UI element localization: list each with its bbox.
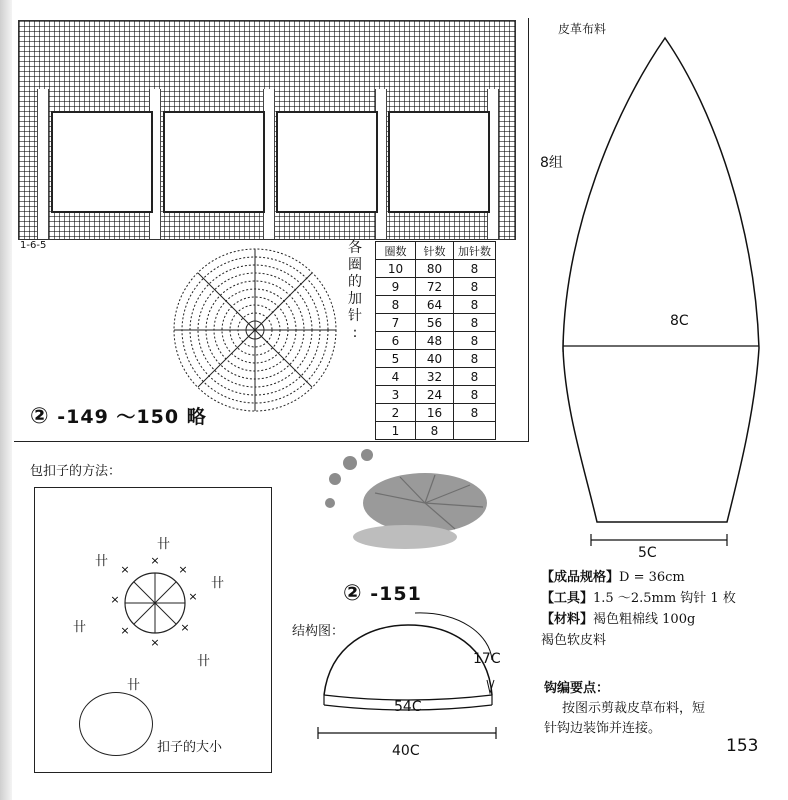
table-row: 9 72 8: [376, 278, 496, 296]
width-label: 40C: [392, 743, 420, 759]
svg-text:×: ×: [180, 621, 190, 634]
button-method-box: [34, 487, 272, 773]
circumference-label: 54C: [394, 699, 422, 715]
frame-bottom-line: [14, 441, 529, 442]
svg-text:×: ×: [120, 624, 130, 637]
motif-window: [388, 111, 490, 213]
button-method-title: 包扣子的方法：: [30, 464, 122, 479]
table-row: 1 8: [376, 422, 496, 440]
materials-value: 褐色粗棉线 100g: [593, 612, 696, 627]
table-header-row: [376, 242, 496, 260]
table-row: 4 32 8: [376, 368, 496, 386]
stitch-symbol: 卄: [95, 554, 109, 569]
tools-value: 1.5 ～2.5mm 钩针 1 枚: [593, 591, 736, 606]
table-row: 8 64 8: [376, 296, 496, 314]
button-size-label: 扣子的大小: [157, 740, 223, 755]
svg-text:×: ×: [150, 554, 160, 567]
leather-width-label: 8C: [670, 313, 689, 329]
table-row: 6 48 8: [376, 332, 496, 350]
section-149-text: -149 ～150 略: [57, 406, 207, 428]
materials-value-2: 褐色软皮料: [541, 633, 607, 648]
table-row: 5 40 8: [376, 350, 496, 368]
frame-right-line: [528, 18, 529, 442]
page-binding-shadow: [0, 0, 12, 800]
structure-label: 结构图：: [292, 624, 345, 639]
points-text-1: 按图示剪裁皮草布料，短: [562, 701, 706, 716]
stitch-symbol: 卄: [211, 576, 225, 591]
hat-structure-diagram: [310, 605, 510, 755]
specs-block: [541, 567, 781, 651]
motif-window: [276, 111, 378, 213]
leather-base-label: 5C: [638, 545, 657, 561]
circled-number: ②: [30, 404, 50, 429]
grid-gap-column: [37, 89, 49, 239]
section-151-number: -151: [370, 583, 422, 605]
stitch-symbol: 卄: [73, 620, 87, 635]
size-value: D = 36cm: [619, 570, 685, 585]
table-row: 3 24 8: [376, 386, 496, 404]
section-149-title: [30, 402, 207, 429]
circled-number: ②: [343, 581, 363, 606]
leather-petal-pattern: [555, 30, 765, 560]
table-header: 针数: [416, 242, 454, 260]
round-stitch-chart: [165, 240, 345, 420]
chart-code: 1-6-5: [20, 240, 47, 251]
table-header: 加针数: [454, 242, 496, 260]
svg-text:×: ×: [120, 563, 130, 576]
stitch-symbol: 卄: [127, 678, 141, 693]
button-size-circle: [79, 692, 153, 756]
page-number: 153: [726, 736, 759, 756]
increase-vertical-label: 各 圈 的 加 针 :: [348, 240, 362, 341]
svg-text:×: ×: [150, 636, 160, 649]
table-row: 10 80 8: [376, 260, 496, 278]
points-text-2: 针钩边装饰并连接。: [544, 721, 662, 736]
section-151-title: [343, 581, 422, 606]
svg-text:×: ×: [188, 590, 198, 603]
stitch-grid-chart: [18, 20, 516, 240]
table-row: 7 56 8: [376, 314, 496, 332]
svg-text:×: ×: [178, 563, 188, 576]
hat-photo: [305, 445, 520, 565]
tools-label: 【工具】: [541, 591, 594, 606]
points-title: 钩编要点：: [544, 681, 610, 696]
stitch-increase-table: [375, 241, 496, 440]
motif-window: [51, 111, 153, 213]
motif-window: [163, 111, 265, 213]
group-label: 8组: [540, 155, 563, 171]
svg-text:×: ×: [110, 593, 120, 606]
table-row: 2 16 8: [376, 404, 496, 422]
height-label: 17C: [473, 651, 501, 667]
stitch-symbol: 卄: [157, 537, 171, 552]
stitch-symbol: 卄: [197, 654, 211, 669]
size-label: 【成品规格】: [541, 570, 620, 585]
materials-label: 【材料】: [541, 612, 594, 627]
leather-title: 皮革布料: [558, 22, 607, 36]
table-header: 圈数: [376, 242, 416, 260]
